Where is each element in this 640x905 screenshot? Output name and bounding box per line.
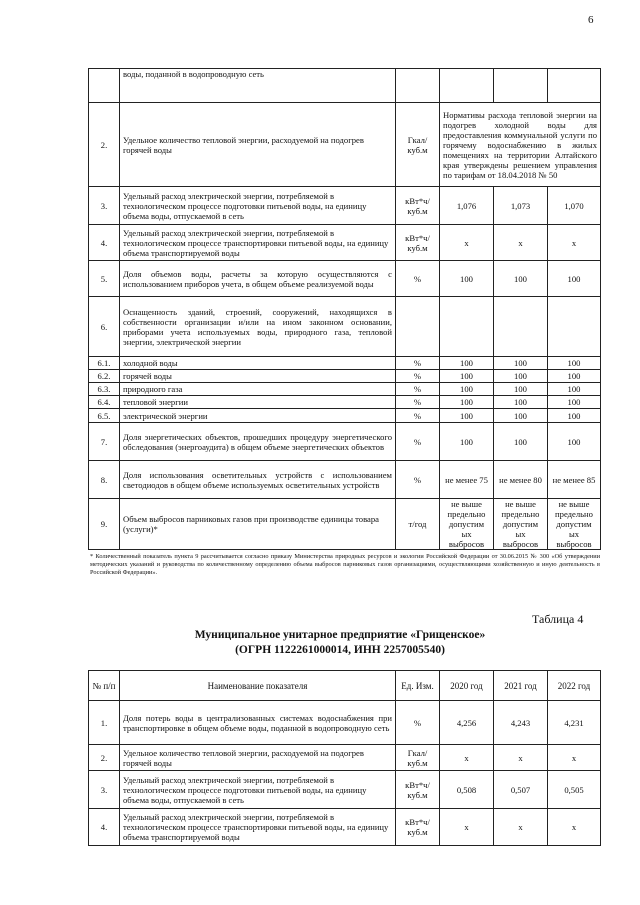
table-header-row [89,671,601,701]
table-row: 6.1. холодной воды % 100 100 100 [89,357,601,370]
table-row: 4. Удельный расход электрической энергии, потребляемой в технологическом процессе транспортировки питьевой воды, на единицу объема транспортируемой воды кВт*ч/ куб.м х х х [89,809,601,846]
header-2020: 2020 год [440,671,494,701]
table-row: 9. Объем выбросов парниковых газов при производстве единицы товара (услуги)* т/год не выше предельно допустим ых выбросов не выше предельно допустим ых выбросов не выше предельно допустим ых выбросов [89,499,601,550]
header-unit: Ед. Изм. [396,671,440,701]
header-2022: 2022 год [548,671,601,701]
indicators-table-4 [88,670,601,846]
table-row: воды, поданной в водопроводную сеть [89,69,601,103]
org-name: Муниципальное унитарное предприятие «Грищенское» [194,629,486,641]
header-2021: 2021 год [494,671,548,701]
table-row: 7. Доля энергетических объектов, прошедших процедуру энергетического обследования (энергоаудита) в общем объеме энергетических объектов % 100 100 100 [89,423,601,461]
indicators-table-continued [88,68,601,550]
table-row: 2. Удельное количество тепловой энергии, расходуемой на подогрев горячей воды Гкал/ куб.м х х х [89,745,601,771]
table-row: 5. Доля объемов воды, расчеты за которую осуществляются с использованием приборов учета, в общем объеме реализуемой воды % 100 100 100 [89,261,601,297]
table-row: 6.5. электрической энергии % 100 100 100 [89,409,601,423]
table-row: 3. Удельный расход электрической энергии, потребляемой в технологическом процессе подготовки питьевой воды, на единицу объема воды, отпускаемой в сеть кВт*ч/ куб.м 1,076 1,073 1,070 [89,187,601,225]
header-num: № п/п [89,671,120,701]
table-row: 3. Удельный расход электрической энергии, потребляемой в технологическом процессе подготовки питьевой воды, на единицу объема воды, отпускаемой в сеть кВт*ч/ куб.м 0,508 0,507 0,505 [89,771,601,809]
org-registration: (ОГРН 1122261000014, ИНН 2257005540) [235,644,445,656]
header-name: Наименование показателя [120,671,396,701]
table-row: 4. Удельный расход электрической энергии, потребляемой в технологическом процессе транспортировки питьевой воды, на единицу объема транспортируемой воды кВт*ч/ куб.м х х х [89,225,601,261]
table-row: 6.3. природного газа % 100 100 100 [89,383,601,396]
footnote: * Количественный показатель пункта 9 рассчитывается согласно приказу Министерства природных ресурсов и экологии Российской Федерации от 30.06.2015 № 300 «Об утверждении методических указаний и руководства по количественному определению объема выбросов парниковых газов организациями, осуществляющими хозяйственную и иную деятельность в Российской Федерации». [90,553,600,577]
org-title [100,628,580,658]
table-label: Таблица 4 [532,612,584,626]
page-number: 6 [588,14,594,26]
table-row: 6.4. тепловой энергии % 100 100 100 [89,396,601,409]
table-row: 6.2. горячей воды % 100 100 100 [89,370,601,383]
table-row: 8. Доля использования осветительных устройств с использованием светодиодов в общем объеме используемых осветительных устройств % не менее 75 не менее 80 не менее 85 [89,461,601,499]
table-row: 1. Доля потерь воды в централизованных системах водоснабжения при транспортировке в общем объеме воды, поданной в водопроводную сеть % 4,256 4,243 4,231 [89,701,601,745]
table-row: 6. Оснащенность зданий, строений, сооружений, находящихся в собственности организации и/или на ином законном основании, приборами учета используемых воды, природного газа, тепловой энергии, электрической энергии [89,297,601,357]
table-row: 2. Удельное количество тепловой энергии, расходуемой на подогрев горячей воды Гкал/ куб.м Нормативы расхода тепловой энергии на подогрев холодной воды для предоставления коммунальной услуги по горячему водоснабжению в жилых помещениях на территории Алтайского края утверждены решением управления по тарифам от 18.04.2018 № 50 [89,103,601,187]
heat-norm-note: Нормативы расхода тепловой энергии на подогрев холодной воды для предоставления коммунальной услуги по горячему водоснабжению в жилых помещениях на территории Алтайского края утверждены решением управления по тарифам от 18.04.2018 № 50 [440,103,601,187]
